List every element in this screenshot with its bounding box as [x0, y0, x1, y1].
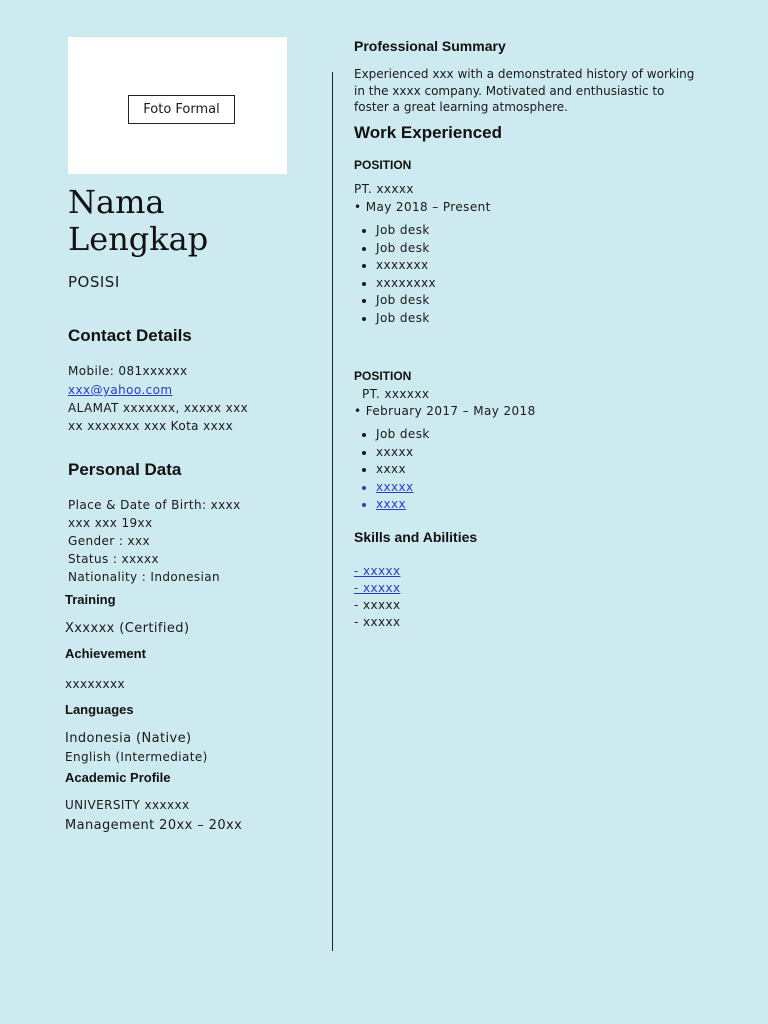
job-task-item[interactable]: • xxxx	[376, 496, 430, 514]
job-company: PT. xxxxx	[354, 182, 414, 196]
job-task-item: • Job desk	[376, 222, 436, 240]
column-divider	[332, 72, 333, 951]
job-task-item[interactable]: • xxxxx	[376, 479, 430, 497]
job-task-item: • xxxx	[376, 461, 430, 479]
contact-email-link[interactable]: xxx@yahoo.com	[68, 383, 173, 397]
language-item: English (Intermediate)	[65, 750, 208, 764]
name-line-2: Lengkap	[68, 220, 209, 258]
academic-university: UNIVERSITY xxxxxx	[65, 798, 190, 812]
training-value: Xxxxxx (Certified)	[65, 621, 190, 636]
full-name	[68, 184, 308, 258]
personal-birth-line-2: xxx xxx 19xx	[68, 516, 153, 530]
position-title: POSISI	[68, 273, 120, 291]
summary-text: Experienced xxx with a demonstrated history of working in the xxxx company. Motivated and enthusiastic to foster a great learning atmosphere.	[354, 67, 695, 114]
personal-gender: Gender : xxx	[68, 534, 150, 548]
achievement-value: xxxxxxxx	[65, 677, 126, 691]
photo-label: Foto Formal	[128, 95, 235, 124]
skill-item[interactable]: - xxxxx	[354, 581, 401, 595]
photo-placeholder	[68, 37, 287, 174]
personal-nationality: Nationality : Indonesian	[68, 570, 221, 584]
languages-heading: Languages	[65, 702, 134, 717]
job-task-list	[354, 222, 436, 327]
skill-item: - xxxxx	[354, 615, 401, 629]
job-task-item: • Job desk	[376, 310, 436, 328]
language-item: Indonesia (Native)	[65, 731, 192, 746]
contact-mobile: Mobile: 081xxxxxx	[68, 364, 188, 378]
personal-status: Status : xxxxx	[68, 552, 160, 566]
job-task-item: • Job desk	[376, 426, 430, 444]
job-period: • May 2018 – Present	[354, 200, 491, 214]
skills-heading: Skills and Abilities	[354, 529, 478, 545]
work-heading: Work Experienced	[354, 123, 503, 142]
contact-address-line-1: ALAMAT xxxxxxx, xxxxx xxx	[68, 401, 249, 415]
skill-item[interactable]: - xxxxx	[354, 564, 401, 578]
job-position: POSITION	[354, 369, 412, 383]
job-task-item: • Job desk	[376, 240, 436, 258]
training-heading: Training	[65, 592, 116, 607]
contact-heading: Contact Details	[68, 326, 192, 345]
personal-data-heading: Personal Data	[68, 460, 182, 479]
job-task-item: • xxxxx	[376, 444, 430, 462]
job-task-list	[354, 426, 430, 514]
job-task-item: • xxxxxxx	[376, 257, 436, 275]
job-company: PT. xxxxxx	[362, 387, 430, 401]
achievement-heading: Achievement	[65, 646, 146, 661]
academic-heading: Academic Profile	[65, 770, 171, 785]
summary-heading: Professional Summary	[354, 38, 506, 54]
academic-major: Management 20xx – 20xx	[65, 818, 243, 833]
job-position: POSITION	[354, 158, 412, 172]
contact-address-line-2: xx xxxxxxx xxx Kota xxxx	[68, 419, 234, 433]
job-period: • February 2017 – May 2018	[354, 404, 536, 418]
job-task-item: • Job desk	[376, 292, 436, 310]
skill-item: - xxxxx	[354, 598, 401, 612]
name-line-1: Nama	[68, 183, 165, 221]
job-task-item: • xxxxxxxx	[376, 275, 436, 293]
personal-birth-line-1: Place & Date of Birth: xxxx	[68, 498, 241, 512]
